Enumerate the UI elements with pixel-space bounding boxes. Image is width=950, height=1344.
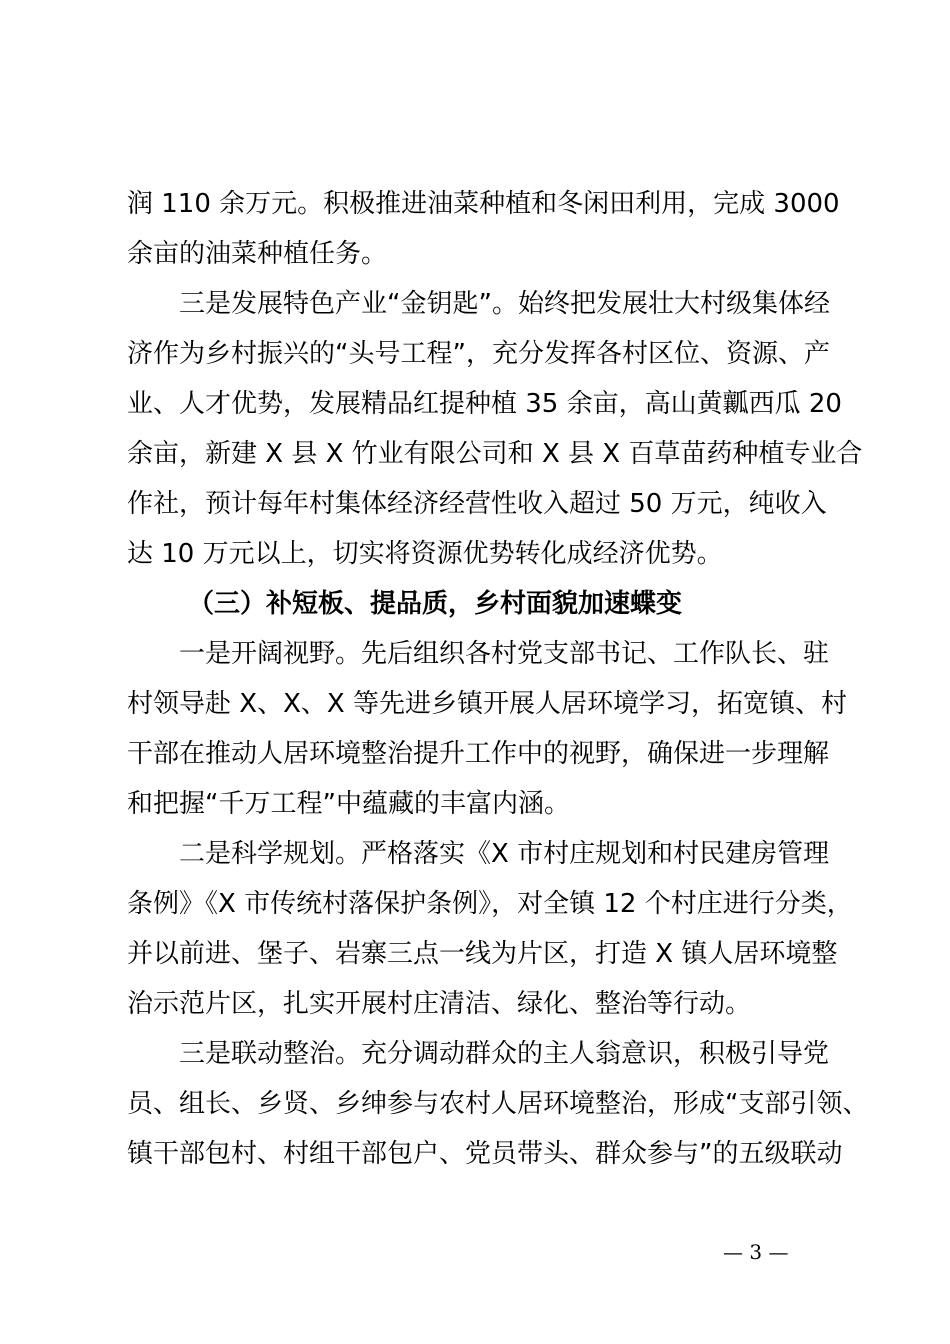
body-text-line: 和把握“千万工程”中蕴藏的丰富内涵。 xyxy=(127,789,570,819)
body-text-line: 余亩的油菜种植任务。 xyxy=(127,239,388,269)
body-text-line: 润 110 余万元。积极推进油菜种植和冬闲田利用，完成 3000 xyxy=(127,189,840,219)
body-text-line: 济作为乡村振兴的“头号工程”，充分发挥各村区位、资源、产 xyxy=(127,339,830,369)
section-heading: （三）补短板、提品质，乡村面貌加速蝶变 xyxy=(188,589,683,619)
body-text-line: 业、人才优势，发展精品红提种植 35 余亩，高山黄瓤西瓜 20 xyxy=(127,389,842,419)
body-text-line: 干部在推动人居环境整治提升工作中的视野，确保进一步理解 xyxy=(127,739,830,769)
body-text-line: 作社，预计每年村集体经济经营性收入超过 50 万元，纯收入 xyxy=(127,489,827,519)
page-number: — 3 — xyxy=(723,1240,789,1264)
body-text-line: 镇干部包村、村组干部包户、党员带头、群众参与”的五级联动 xyxy=(127,1139,843,1169)
body-text-line: 达 10 万元以上，切实将资源优势转化成经济优势。 xyxy=(127,539,723,569)
paragraph-start-line: 二是科学规划。严格落实《X 市村庄规划和村民建房管理 xyxy=(179,839,830,869)
paragraph-start-line: 一是开阔视野。先后组织各村党支部书记、工作队长、驻 xyxy=(179,639,830,669)
body-text-line: 余亩，新建 X 县 X 竹业有限公司和 X 县 X 百草苗药种植专业合 xyxy=(127,439,863,469)
body-text-line: 村领导赴 X、X、X 等先进乡镇开展人居环境学习，拓宽镇、村 xyxy=(127,689,847,719)
body-text-line: 条例》《X 市传统村落保护条例》，对全镇 12 个村庄进行分类， xyxy=(127,889,853,919)
body-text-line: 员、组长、乡贤、乡绅参与农村人居环境整治，形成“支部引领、 xyxy=(127,1089,869,1119)
paragraph-start-line: 三是发展特色产业“金钥匙”。始终把发展壮大村级集体经 xyxy=(179,289,830,319)
paragraph-start-line: 三是联动整治。充分调动群众的主人翁意识，积极引导党 xyxy=(179,1039,830,1069)
body-text-line: 并以前进、堡子、岩寨三点一线为片区，打造 X 镇人居环境整 xyxy=(127,939,838,969)
body-text-line: 治示范片区，扎实开展村庄清洁、绿化、整治等行动。 xyxy=(127,989,752,1019)
